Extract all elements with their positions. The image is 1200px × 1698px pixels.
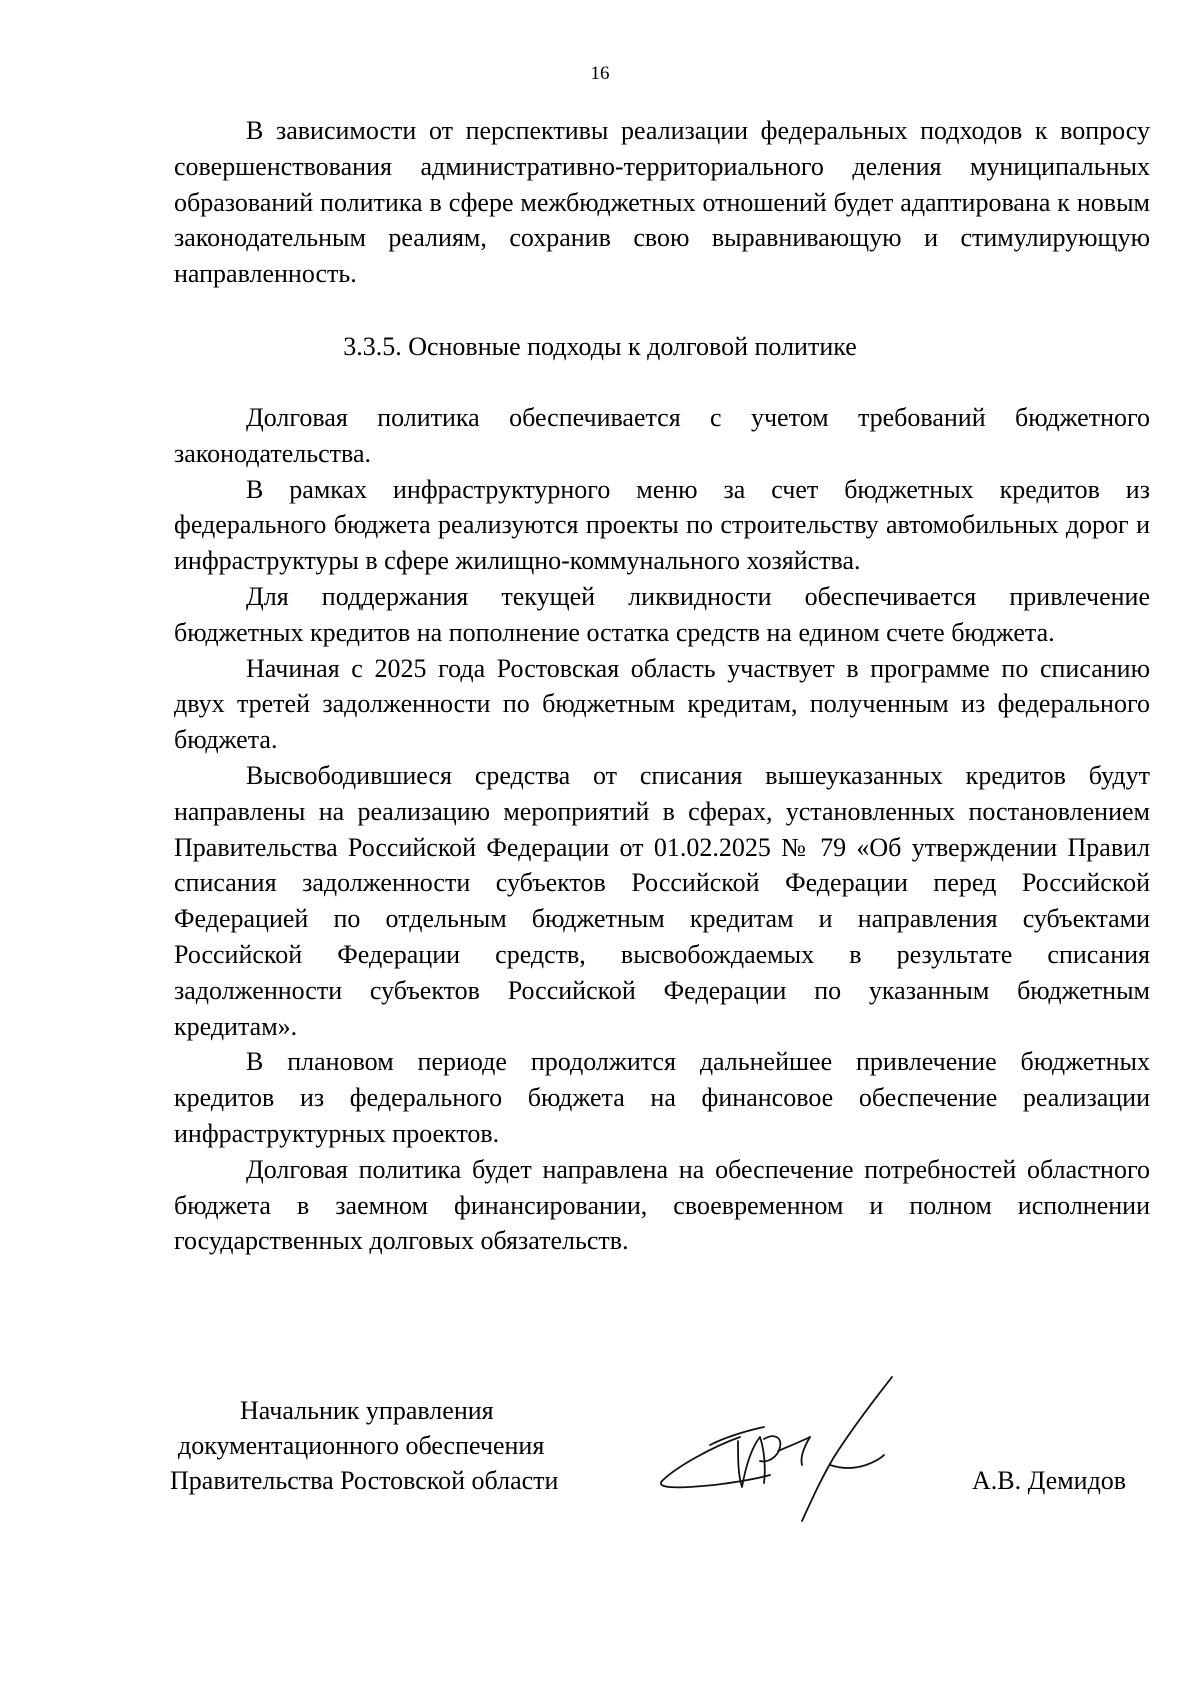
- signer-title: [170, 1393, 630, 1498]
- page-number: 16: [590, 63, 610, 84]
- signature-scribble-icon: [652, 1375, 932, 1535]
- signer-title-line: Правительства Ростовской области: [170, 1466, 559, 1495]
- signer-title-line: документационного обеспечения: [178, 1431, 545, 1460]
- intro-paragraph: В зависимости от перспективы реализации федеральных подходов к вопросу совершенствования административно-территориального деления муниципальных образований политика в сфере межбюджетных отношений будет адаптирована к новым законодательным реалиям, сохранив свою выравнивающую и стимулирующую направленность.: [174, 116, 1150, 289]
- debt-policy-section: [174, 400, 1150, 1259]
- paragraph-legislation: Долговая политика обеспечивается с учетом требований бюджетного законодательства.: [174, 403, 1150, 468]
- signer-name: А.В. Демидов: [972, 1466, 1127, 1495]
- paragraph-debt-policy-goal: Долговая политика будет направлена на обеспечение потребностей областного бюджета в заемном финансировании, своевременном и полном исполнении государственных долговых обязательств.: [174, 1154, 1150, 1256]
- intro-section: [174, 113, 1150, 292]
- paragraph-released-funds: Высвободившиеся средства от списания вышеуказанных кредитов будут направлены на реализацию мероприятий в сферах, установленных постановлением Правительства Российской Федерации от 01.02.2025 № 79 «Об утверждении Правил списания задолженности субъектов Российской Федерации перед Российской Федерацией по отдельным бюджетным кредитам и направления субъектами Российской Федерации средств, высвобождаемых в результате списания задолженности субъектов Российской Федерации по указанным бюджетным кредитам».: [174, 760, 1150, 1041]
- paragraph-infrastructure-menu: В рамках инфраструктурного меню за счет бюджетных кредитов из федерального бюджета реализуются проекты по строительству автомобильных дорог и инфраструктуры в сфере жилищно-коммунального хозяйства.: [174, 474, 1150, 576]
- signer-title-line: Начальник управления: [240, 1396, 494, 1425]
- section-heading: 3.3.5. Основные подходы к долговой политике: [343, 332, 857, 361]
- paragraph-planning-period: В плановом периоде продолжится дальнейшее привлечение бюджетных кредитов из федерального бюджета на финансовое обеспечение реализации инфраструктурных проектов.: [174, 1047, 1150, 1148]
- paragraph-debt-writeoff: Начиная с 2025 года Ростовская область участвует в программе по списанию двух третей задолженности по бюджетным кредитам, полученным из федерального бюджета.: [174, 653, 1150, 755]
- paragraph-liquidity: Для поддержания текущей ликвидности обеспечивается привлечение бюджетных кредитов на пополнение остатка средств на едином счете бюджета.: [174, 581, 1150, 647]
